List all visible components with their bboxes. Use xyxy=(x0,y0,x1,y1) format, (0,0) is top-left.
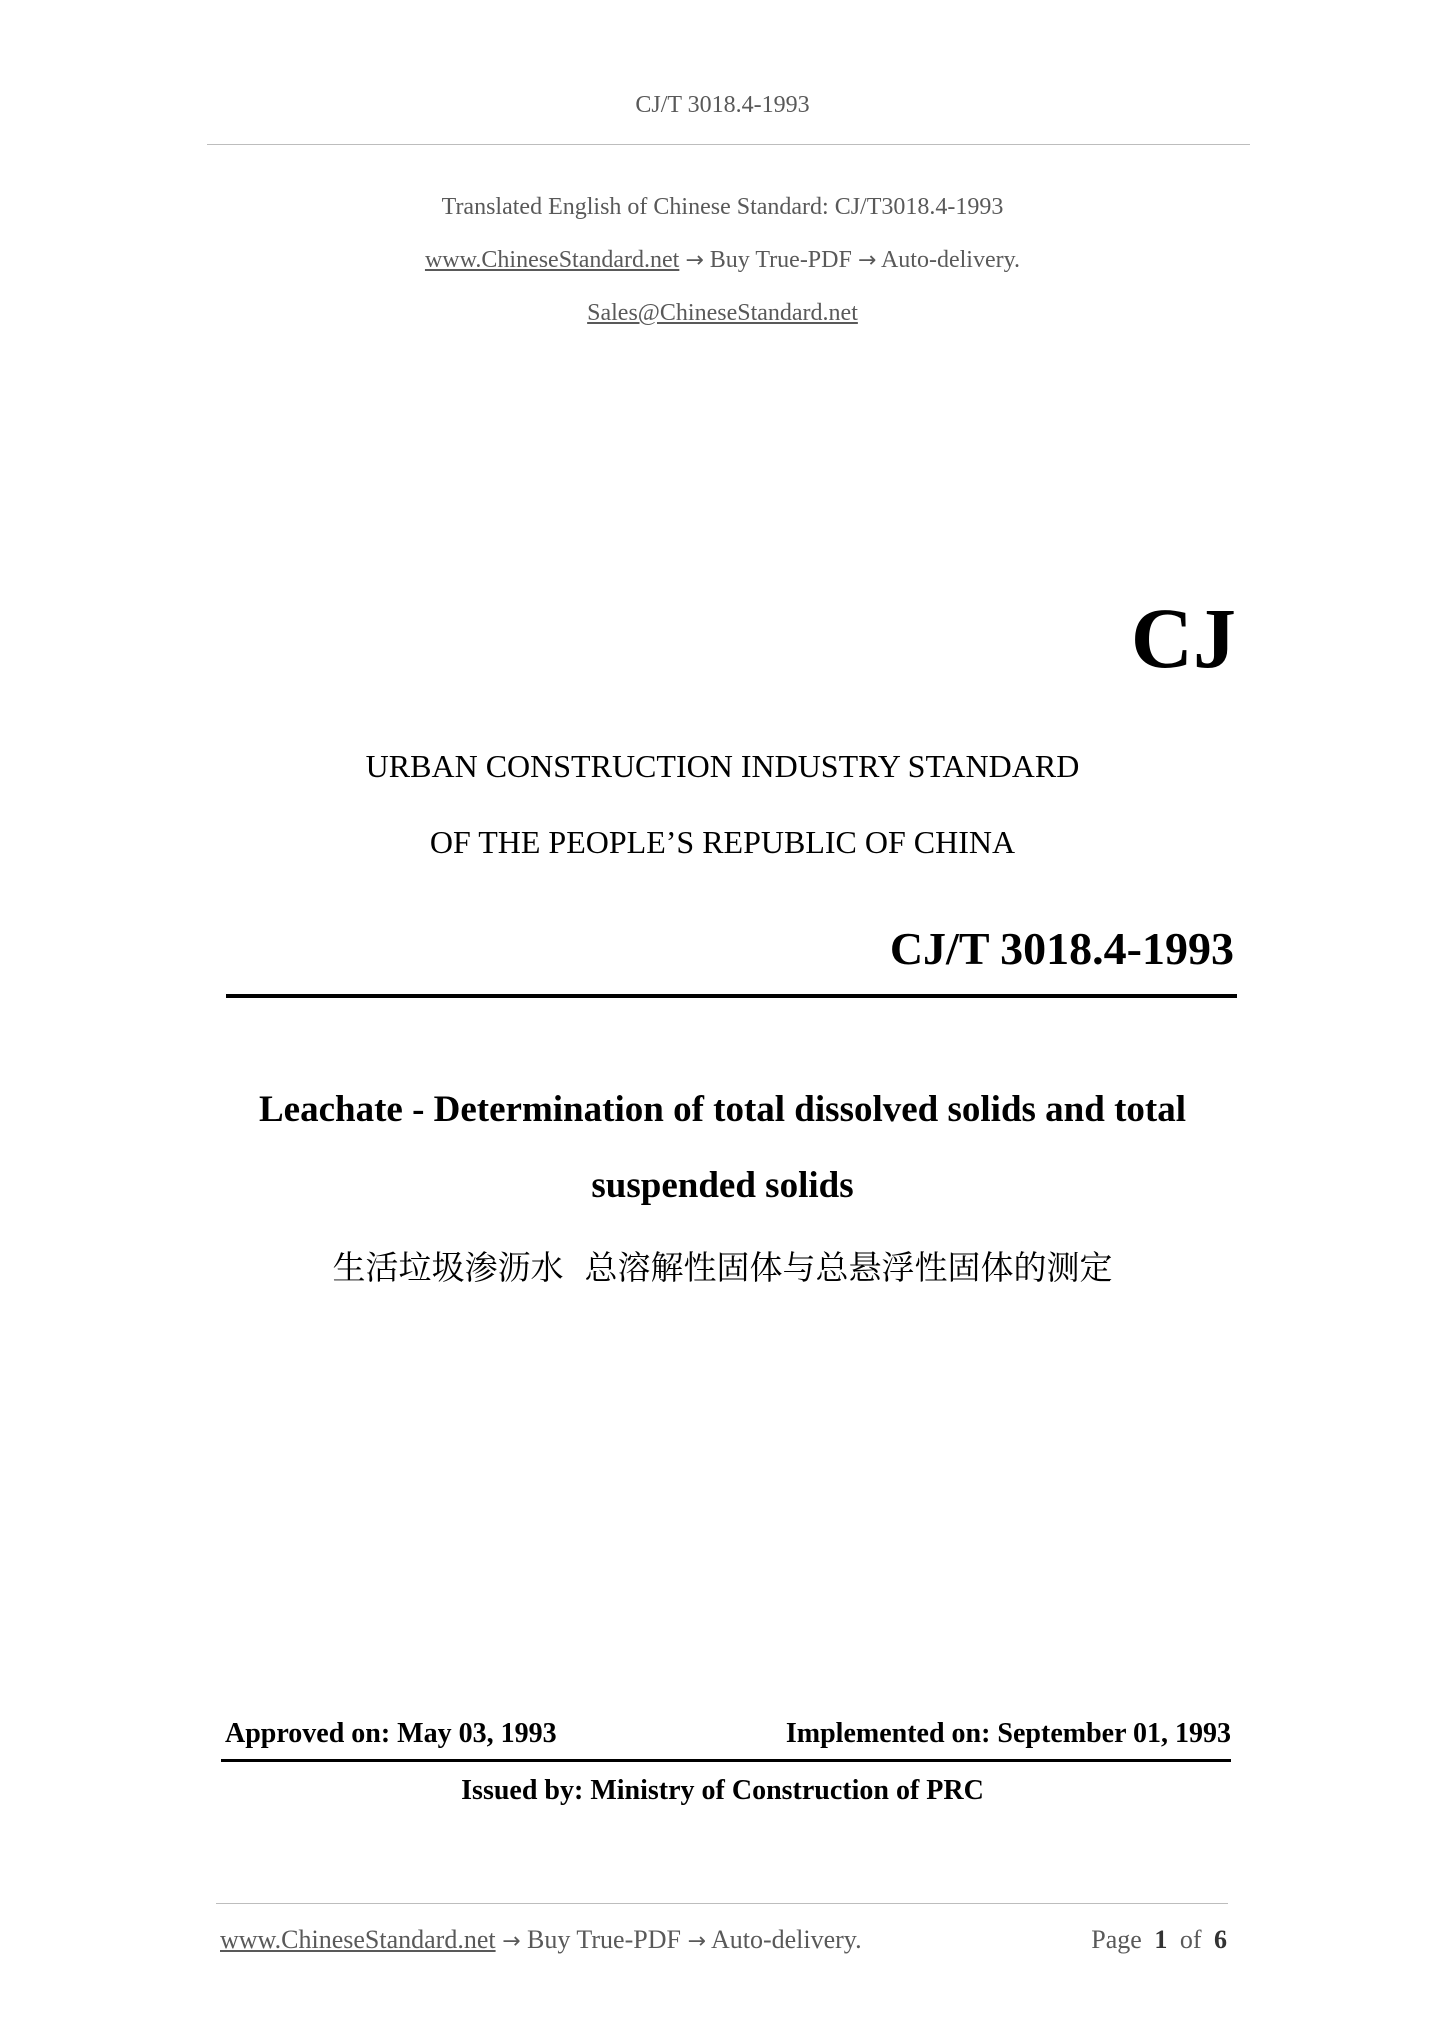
notice-purchase-line xyxy=(0,247,1445,274)
title-line-1: Leachate - Determination of total dissolved solids and total xyxy=(258,1089,1187,1130)
footer-buy-text: Buy True-PDF xyxy=(527,1925,681,1954)
translation-notice: Translated English of Chinese Standard: CJ/T3018.4-1993 xyxy=(441,194,1004,220)
arrow-right-icon: → xyxy=(857,248,877,273)
standard-logo: CJ xyxy=(1130,590,1236,686)
standard-number-rule xyxy=(226,994,1237,998)
approved-date: Approved on: May 03, 1993 xyxy=(225,1718,557,1749)
footer-purchase-line xyxy=(220,1925,862,1955)
running-header: CJ/T 3018.4-1993 xyxy=(635,92,810,118)
organization-line-2: OF THE PEOPLE’S REPUBLIC OF CHINA xyxy=(429,824,1016,860)
footer-delivery-text: Auto-delivery. xyxy=(710,1925,862,1954)
arrow-right-icon: → xyxy=(685,248,704,273)
notice-delivery-text: Auto-delivery. xyxy=(880,247,1021,273)
issuing-authority: Issued by: Ministry of Construction of PRC xyxy=(461,1775,984,1806)
page-indicator xyxy=(1091,1925,1227,1955)
arrow-right-icon: → xyxy=(502,1929,521,1954)
arrow-right-icon: → xyxy=(687,1929,706,1954)
page-label: Page xyxy=(1091,1925,1142,1954)
of-label: of xyxy=(1179,1925,1202,1954)
header-divider xyxy=(207,144,1250,145)
dates-rule xyxy=(221,1759,1231,1762)
title-line-2: suspended solids xyxy=(591,1165,854,1206)
standard-number: CJ/T 3018.4-1993 xyxy=(889,923,1234,974)
notice-website-link[interactable]: www.ChineseStandard.net xyxy=(424,247,680,273)
footer-divider xyxy=(216,1903,1228,1904)
implemented-date: Implemented on: September 01, 1993 xyxy=(785,1718,1231,1749)
notice-email-link[interactable]: Sales@ChineseStandard.net xyxy=(587,300,858,326)
page-current: 1 xyxy=(1154,1925,1168,1954)
organization-line-1: URBAN CONSTRUCTION INDUSTRY STANDARD xyxy=(365,748,1080,784)
notice-buy-text: Buy True-PDF xyxy=(709,247,852,273)
title-chinese: 生活垃圾渗沥水 总溶解性固体与总悬浮性固体的测定 xyxy=(332,1248,1113,1287)
footer-website-link[interactable]: www.ChineseStandard.net xyxy=(220,1925,496,1954)
notice-email-line xyxy=(0,300,1445,327)
page-total: 6 xyxy=(1214,1925,1227,1954)
